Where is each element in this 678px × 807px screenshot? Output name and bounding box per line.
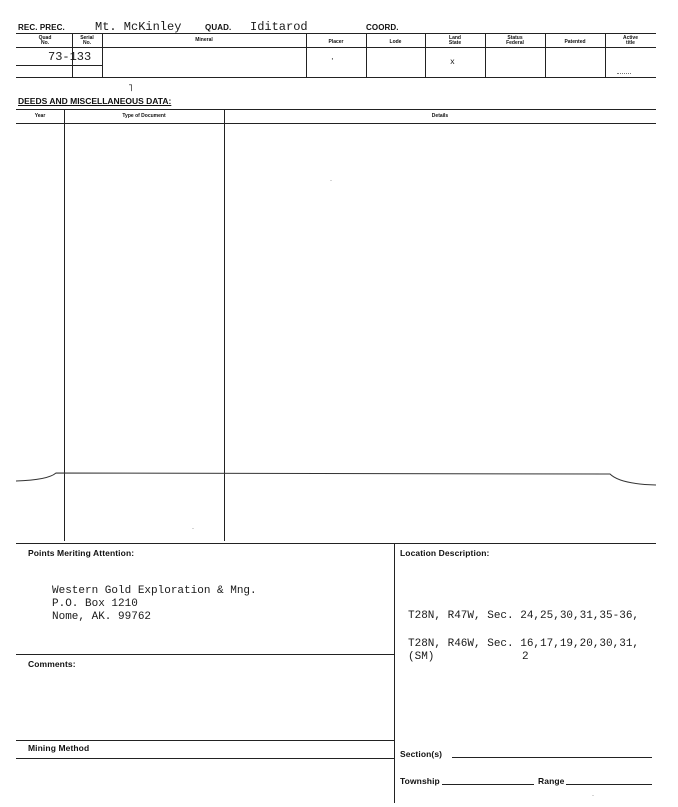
col-placer: Placer [328, 39, 344, 45]
points-line-1: Western Gold Exploration & Mng. [52, 585, 257, 597]
location-line-3-left: (SM) [408, 651, 435, 663]
location-line-2: T28N, R46W, Sec. 16,17,19,20,30,31, [408, 638, 640, 650]
quad-no-value: 73-133 [48, 50, 92, 64]
township-label: Township [400, 776, 440, 786]
comments-label: Comments: [28, 659, 76, 669]
rec-prec-value: Mt. McKinley [95, 20, 182, 34]
quad-label: QUAD. [205, 23, 232, 32]
speck: · [192, 526, 194, 532]
points-label: Points Meriting Attention: [28, 548, 135, 558]
col-active-title: Active title [622, 35, 638, 46]
coord-label: COORD. [366, 23, 399, 32]
stray-mark: ˥ [128, 83, 133, 94]
land-state-mark: x [450, 58, 455, 67]
deeds-col-year: Year [34, 113, 46, 119]
lower-center-divider [394, 543, 395, 803]
deeds-col-type: Type of Document [122, 113, 166, 119]
section-fill-line [452, 757, 652, 758]
speck: · [592, 793, 594, 799]
col-quad-no: Quad No. [38, 35, 52, 46]
mining-method-label: Mining Method [28, 743, 90, 753]
speck: · [330, 178, 332, 184]
comments-top-rule [16, 654, 394, 655]
mining-top-rule [16, 740, 394, 741]
lower-top-rule [16, 543, 656, 544]
location-line-3-right: 2 [522, 651, 529, 663]
deeds-section-title: DEEDS AND MISCELLANEOUS DATA: [18, 96, 172, 106]
deeds-col-details: Details [431, 113, 449, 119]
col-lode: Lode [389, 39, 402, 45]
col-mineral: Mineral [195, 37, 213, 43]
col-land-state: Land State [448, 35, 462, 46]
location-line-1: T28N, R47W, Sec. 24,25,30,31,35-36, [408, 610, 640, 622]
col-patented: Patented [564, 39, 586, 45]
range-label: Range [538, 776, 565, 786]
col-serial-no: Serial No. [80, 35, 94, 46]
mining-bottom-rule [16, 758, 394, 759]
col-status-federal: Status Federal [506, 35, 524, 46]
range-fill-line [566, 784, 652, 785]
points-line-2: P.O. Box 1210 [52, 598, 138, 610]
rec-prec-label: REC. PREC. [18, 23, 65, 32]
points-line-3: Nome, AK. 99762 [52, 611, 152, 623]
placer-mark: · [330, 55, 335, 64]
location-label: Location Description: [400, 548, 490, 558]
township-fill-line [442, 784, 534, 785]
section-label: Section(s) [400, 749, 443, 759]
quad-value: Iditarod [250, 20, 308, 34]
